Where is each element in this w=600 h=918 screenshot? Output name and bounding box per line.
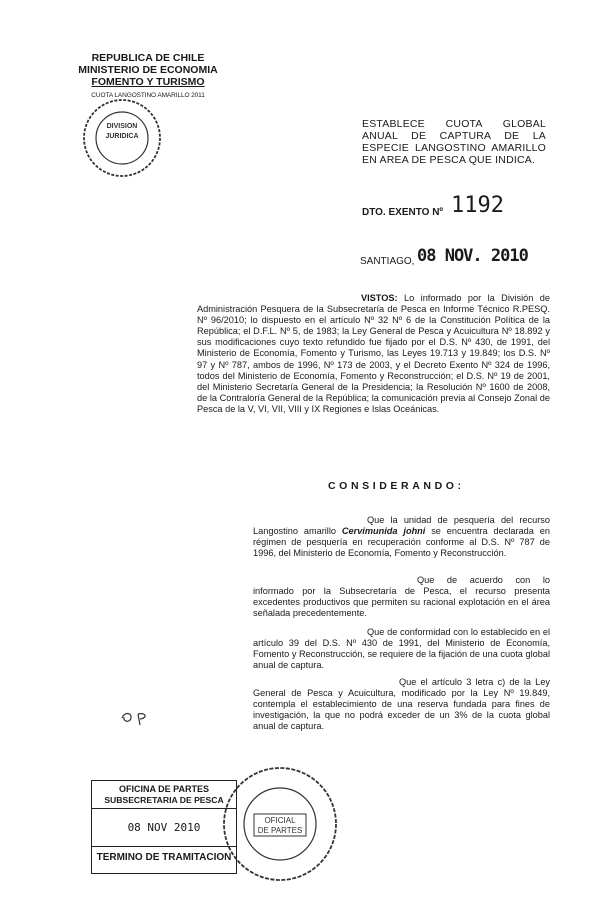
considerando-paragraph-2: Que de acuerdo con lo informado por la Subsecretaría de Pesca, el recurso presenta excedentes productivos que permiten su racional explotación en el área señalada precedentemente.	[253, 575, 550, 619]
stamp-divider-1	[92, 808, 236, 809]
considerando-heading: CONSIDERANDO:	[328, 480, 465, 492]
oficina-partes-stamp	[91, 780, 237, 874]
seal-bottom-text-2: DE PARTES	[257, 826, 303, 835]
vistos-label: VISTOS:	[361, 293, 398, 303]
seal-top-text-1: DIVISION	[106, 123, 138, 130]
juridica-seal	[80, 96, 164, 180]
decree-title: ESTABLECE CUOTA GLOBAL ANUAL DE CAPTURA DE LA ESPECIE LANGOSTINO AMARILLO EN AREA DE PESCA QUE INDICA.	[362, 118, 546, 166]
decree-label: DTO. EXENTO Nº	[362, 207, 444, 218]
decree-date: 08 NOV. 2010	[417, 246, 528, 266]
stamp-termino: TERMINO DE TRAMITACION	[96, 852, 232, 863]
stamp-subsecretaria: SUBSECRETARIA DE PESCA	[104, 795, 224, 805]
seal-bottom-text-1: OFICIAL	[264, 816, 296, 825]
considerando-paragraph-3: Que de conformidad con lo establecido en el artículo 39 del D.S. Nº 430 de 1991, del Ministerio de Economía, Fomento y Reconstrucción, se requiere de la fijación de una cuota global anual de captura.	[253, 627, 550, 671]
header-republic: REPUBLICA DE CHILE	[91, 52, 205, 64]
considerando-paragraph-4: Que el artículo 3 letra c) de la Ley General de Pesca y Acuicultura, modificado por la Ley Nº 19.849, contempla el establecimiento de una reserva fundada para fines de investigación, la que no podrá exceder de un 3% de la cuota global anual de captura.	[253, 677, 550, 732]
handwritten-initials	[118, 708, 154, 728]
decree-number: 1192	[451, 193, 504, 218]
oficina-partes-seal	[218, 762, 342, 886]
considerando-paragraph-1: Que la unidad de pesquería del recurso Langostino amarillo Cervimunida johni se encuentra declarada en régimen de pesquería en recuperación conforme al D.S. Nº 787 de 1996, del Ministerio de Economía, Fomento y Reconstrucción.	[253, 515, 550, 559]
vistos-text: Lo informado por la División de Administración Pesquera de la Subsecretaría de Pesca en Informe Técnico R.PESQ. Nº 96/2010; lo dispuesto en el artículo Nº 32 Nº 6 de la Constitución Política de la República; el D.F.L. Nº 5, de 1983; la Ley General de Pesca y Acuicultura Nº 18.892 y sus modificaciones cuyo texto refundido fue fijado por el D.S. Nº 430, de 1991, del Ministerio de Economía, Fomento y Turismo, las Leyes 19.713 y 19.849; los D.S. Nº 97 y Nº 787, ambos de 1996, Nº 173 de 2003, y el Decreto Exento Nº 324 de 1996, todos del Ministerio de Economía, Fomento y Reconstrucción; el D.S. Nº 19 de 2001, del Ministerio Secretaría General de la Presidencia; la Resolución Nº 1600 de 2008, de la Contraloría General de la República; la comunicación previa al Consejo Zonal de Pesca de la V, VI, VII, VIII y IX Regiones e Islas Oceánicas.	[197, 293, 550, 414]
stamp-divider-2	[92, 846, 236, 847]
stamp-office: OFICINA DE PARTES	[118, 784, 209, 794]
stamp-date: 08 NOV 2010	[127, 821, 201, 834]
species-name: Cervimunida johni	[341, 526, 426, 537]
vistos-paragraph	[197, 293, 550, 415]
header-ministry-sub: FOMENTO Y TURISMO	[91, 76, 205, 88]
header-reference: CUOTA LANGOSTINO AMARILLO 2011	[91, 92, 205, 99]
place: SANTIAGO,	[360, 256, 415, 267]
header-ministry: MINISTERIO DE ECONOMIA	[78, 64, 218, 76]
seal-top-text-2: JURIDICA	[105, 133, 139, 140]
